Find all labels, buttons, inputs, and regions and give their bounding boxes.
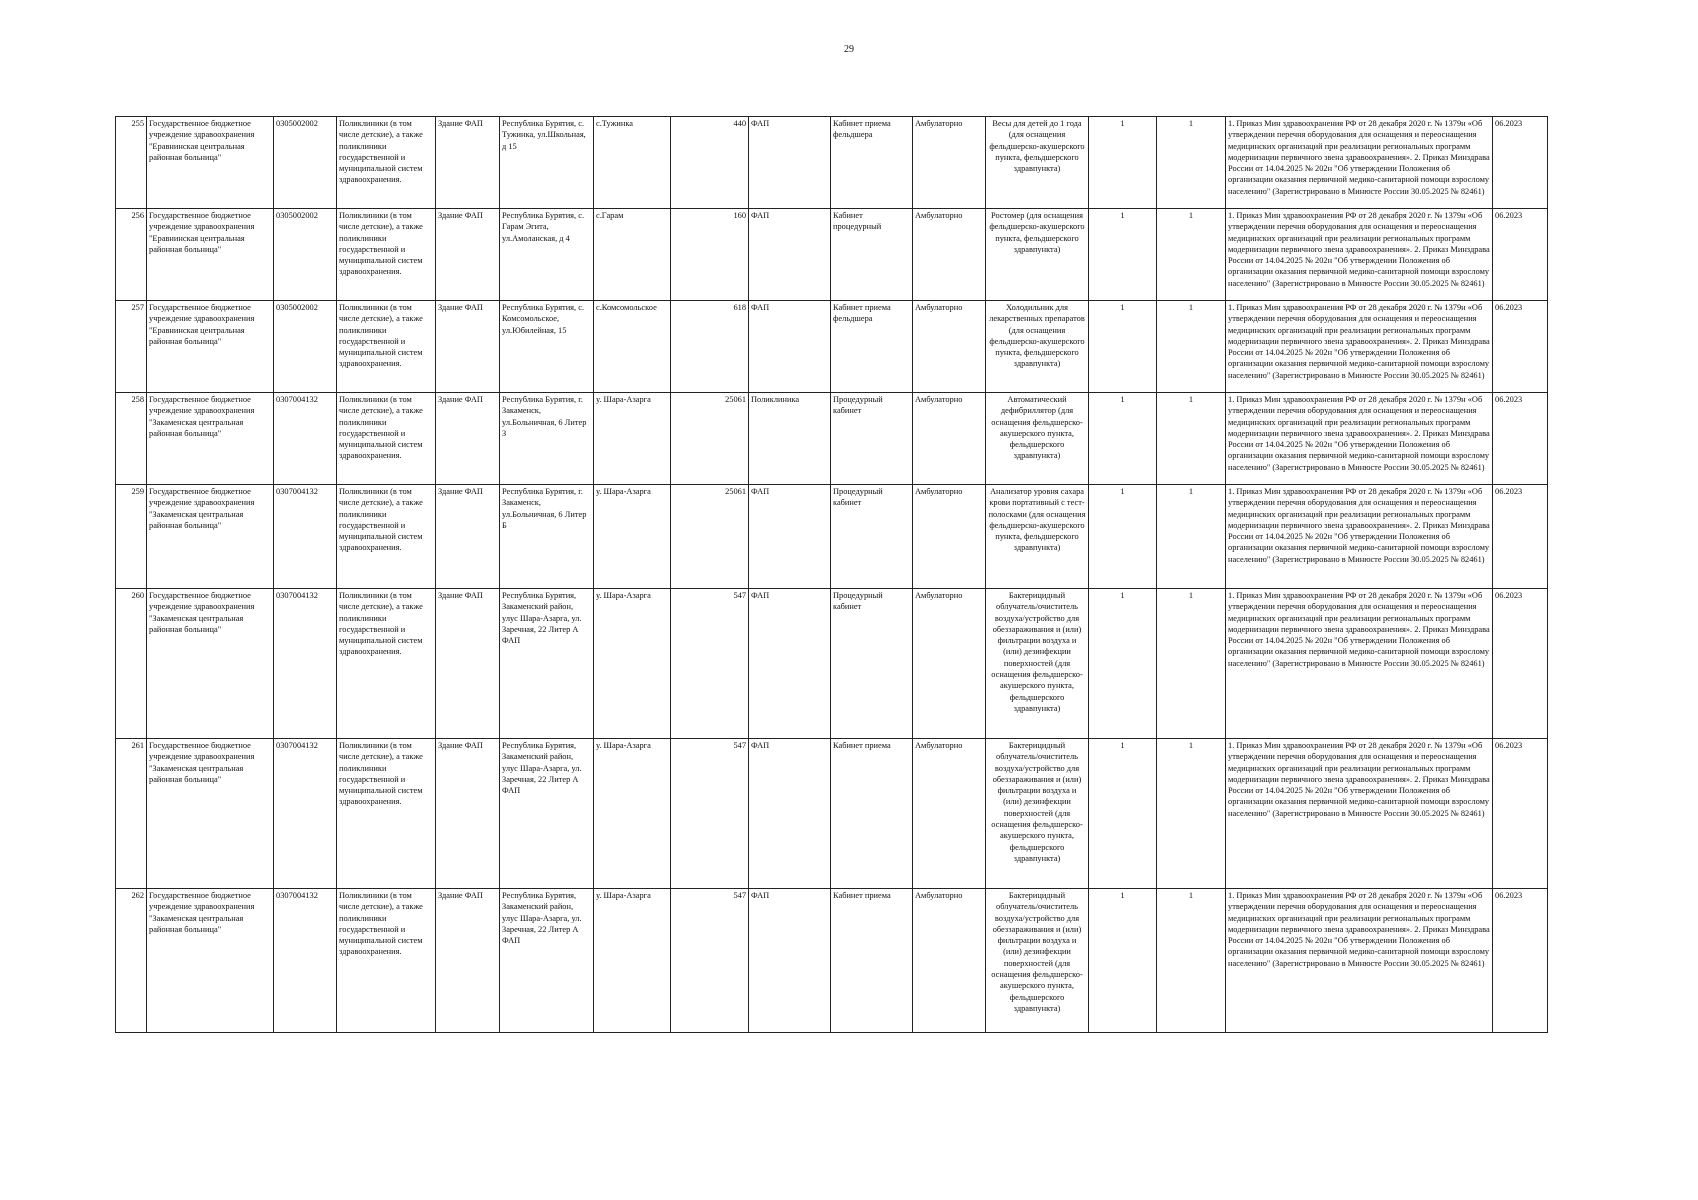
care-mode-cell: Амбулаторно — [913, 301, 986, 393]
table-row — [116, 739, 1548, 889]
quantity-required-cell: 1 — [1089, 889, 1157, 1033]
equipment-name-cell: Анализатор уровня сахара крови портативный с тест-полосками (для оснащения фельдшерско-акушерского пункта, фельдшерского здравпункта) — [986, 485, 1089, 589]
row-number-cell: 260 — [116, 589, 147, 739]
row-number-cell: 259 — [116, 485, 147, 589]
table-row — [116, 117, 1548, 209]
institution-name-cell: Государственное бюджетное учреждение здравоохранения "Закаменская центральная районная больница" — [147, 485, 274, 589]
quantity-required-cell: 1 — [1089, 485, 1157, 589]
quantity-required-cell: 1 — [1089, 393, 1157, 485]
population-cell: 618 — [671, 301, 749, 393]
equipment-name-cell: Бактерицидный облучатель/очиститель воздуха/устройство для обеззараживания и (или) фильтрации воздуха и (или) дезинфекции поверхностей (для оснащения фельдшерско-акушерского пункта, фельдшерского здравпункта) — [986, 739, 1089, 889]
population-cell: 547 — [671, 889, 749, 1033]
unit-type-cell: ФАП — [749, 889, 831, 1033]
population-cell: 547 — [671, 589, 749, 739]
address-cell: Республика Бурятия, г. Закаменск, ул.Больничная, 6 Литер З — [500, 393, 594, 485]
unit-type-cell: Поликлиника — [749, 393, 831, 485]
legal-basis-cell: 1. Приказ Мин здравоохранения РФ от 28 декабря 2020 г. № 1379н «Об утверждении перечня оборудования для оснащения и переоснащения медицинских организаций при реализации региональных программ модернизации первичного звена здравоохранения». 2. Приказ Минздрава России от 14.04.2025 № 202н "Об утверждении Положения об организации оказания первичной медико-санитарной помощи взрослому населению" (Зарегистрировано в Минюсте России 30.05.2025 № 82461) — [1226, 889, 1493, 1033]
institution-code-cell: 0305002002 — [274, 301, 337, 393]
unit-type-cell: ФАП — [749, 117, 831, 209]
room-name-cell: Процедурный кабинет — [831, 485, 913, 589]
quantity-planned-cell: 1 — [1157, 739, 1226, 889]
room-name-cell: Кабинет приема — [831, 889, 913, 1033]
date-cell: 06.2023 — [1493, 739, 1548, 889]
care-mode-cell: Амбулаторно — [913, 209, 986, 301]
address-cell: Республика Бурятия, Закаменский район, улус Шара-Азарга, ул. Заречная, 22 Литер А ФАП — [500, 739, 594, 889]
population-cell: 25061 — [671, 393, 749, 485]
building-name-cell: Здание ФАП — [436, 889, 500, 1033]
locality-cell: у. Шара-Азарга — [594, 485, 671, 589]
address-cell: Республика Бурятия, с. Комсомольское, ул.Юбилейная, 15 — [500, 301, 594, 393]
population-cell: 440 — [671, 117, 749, 209]
quantity-planned-cell: 1 — [1157, 393, 1226, 485]
unit-type-cell: ФАП — [749, 485, 831, 589]
quantity-planned-cell: 1 — [1157, 485, 1226, 589]
row-number-cell: 255 — [116, 117, 147, 209]
equipment-name-cell: Бактерицидный облучатель/очиститель воздуха/устройство для обеззараживания и (или) фильтрации воздуха и (или) дезинфекции поверхностей (для оснащения фельдшерско-акушерского пункта, фельдшерского здравпункта) — [986, 889, 1089, 1033]
date-cell: 06.2023 — [1493, 117, 1548, 209]
room-name-cell: Кабинет процедурный — [831, 209, 913, 301]
room-name-cell: Процедурный кабинет — [831, 589, 913, 739]
facility-type-cell: Поликлиники (в том числе детские), а также поликлиники государственной и муниципальной систем здравоохранения. — [337, 209, 436, 301]
facility-type-cell: Поликлиники (в том числе детские), а также поликлиники государственной и муниципальной систем здравоохранения. — [337, 889, 436, 1033]
building-name-cell: Здание ФАП — [436, 209, 500, 301]
institution-code-cell: 0307004132 — [274, 589, 337, 739]
locality-cell: у. Шара-Азарга — [594, 589, 671, 739]
table-row — [116, 393, 1548, 485]
row-number-cell: 261 — [116, 739, 147, 889]
population-cell: 160 — [671, 209, 749, 301]
population-cell: 25061 — [671, 485, 749, 589]
legal-basis-cell: 1. Приказ Мин здравоохранения РФ от 28 декабря 2020 г. № 1379н «Об утверждении перечня оборудования для оснащения и переоснащения медицинских организаций при реализации региональных программ модернизации первичного звена здравоохранения». 2. Приказ Минздрава России от 14.04.2025 № 202н "Об утверждении Положения об организации оказания первичной медико-санитарной помощи взрослому населению" (Зарегистрировано в Минюсте России 30.05.2025 № 82461) — [1226, 739, 1493, 889]
row-number-cell: 258 — [116, 393, 147, 485]
institution-code-cell: 0307004132 — [274, 889, 337, 1033]
date-cell: 06.2023 — [1493, 393, 1548, 485]
locality-cell: с.Тужинка — [594, 117, 671, 209]
address-cell: Республика Бурятия, Закаменский район, улус Шара-Азарга, ул. Заречная, 22 Литер А ФАП — [500, 589, 594, 739]
institution-code-cell: 0307004132 — [274, 485, 337, 589]
unit-type-cell: ФАП — [749, 301, 831, 393]
building-name-cell: Здание ФАП — [436, 117, 500, 209]
building-name-cell: Здание ФАП — [436, 393, 500, 485]
table-row — [116, 889, 1548, 1033]
care-mode-cell: Амбулаторно — [913, 117, 986, 209]
institution-name-cell: Государственное бюджетное учреждение здравоохранения "Закаменская центральная районная больница" — [147, 889, 274, 1033]
room-name-cell: Кабинет приема фельдшера — [831, 117, 913, 209]
legal-basis-cell: 1. Приказ Мин здравоохранения РФ от 28 декабря 2020 г. № 1379н «Об утверждении перечня оборудования для оснащения и переоснащения медицинских организаций при реализации региональных программ модернизации первичного звена здравоохранения». 2. Приказ Минздрава России от 14.04.2025 № 202н "Об утверждении Положения об организации оказания первичной медико-санитарной помощи взрослому населению" (Зарегистрировано в Минюсте России 30.05.2025 № 82461) — [1226, 589, 1493, 739]
institution-code-cell: 0307004132 — [274, 739, 337, 889]
locality-cell: у. Шара-Азарга — [594, 393, 671, 485]
care-mode-cell: Амбулаторно — [913, 889, 986, 1033]
equipment-registry-table — [115, 116, 1548, 1033]
facility-type-cell: Поликлиники (в том числе детские), а также поликлиники государственной и муниципальной систем здравоохранения. — [337, 393, 436, 485]
quantity-required-cell: 1 — [1089, 589, 1157, 739]
care-mode-cell: Амбулаторно — [913, 589, 986, 739]
building-name-cell: Здание ФАП — [436, 485, 500, 589]
quantity-required-cell: 1 — [1089, 209, 1157, 301]
date-cell: 06.2023 — [1493, 209, 1548, 301]
row-number-cell: 256 — [116, 209, 147, 301]
institution-name-cell: Государственное бюджетное учреждение здравоохранения "Еравнинская центральная районная больница" — [147, 209, 274, 301]
table-body — [116, 117, 1548, 1033]
legal-basis-cell: 1. Приказ Мин здравоохранения РФ от 28 декабря 2020 г. № 1379н «Об утверждении перечня оборудования для оснащения и переоснащения медицинских организаций при реализации региональных программ модернизации первичного звена здравоохранения». 2. Приказ Минздрава России от 14.04.2025 № 202н "Об утверждении Положения об организации оказания первичной медико-санитарной помощи взрослому населению" (Зарегистрировано в Минюсте России 30.05.2025 № 82461) — [1226, 393, 1493, 485]
address-cell: Республика Бурятия, с. Тужинка, ул.Школьная, д 15 — [500, 117, 594, 209]
unit-type-cell: ФАП — [749, 739, 831, 889]
facility-type-cell: Поликлиники (в том числе детские), а также поликлиники государственной и муниципальной систем здравоохранения. — [337, 589, 436, 739]
institution-name-cell: Государственное бюджетное учреждение здравоохранения "Еравнинская центральная районная больница" — [147, 301, 274, 393]
institution-name-cell: Государственное бюджетное учреждение здравоохранения "Закаменская центральная районная больница" — [147, 589, 274, 739]
table-row — [116, 209, 1548, 301]
quantity-required-cell: 1 — [1089, 739, 1157, 889]
care-mode-cell: Амбулаторно — [913, 393, 986, 485]
date-cell: 06.2023 — [1493, 485, 1548, 589]
locality-cell: у. Шара-Азарга — [594, 739, 671, 889]
legal-basis-cell: 1. Приказ Мин здравоохранения РФ от 28 декабря 2020 г. № 1379н «Об утверждении перечня оборудования для оснащения и переоснащения медицинских организаций при реализации региональных программ модернизации первичного звена здравоохранения». 2. Приказ Минздрава России от 14.04.2025 № 202н "Об утверждении Положения об организации оказания первичной медико-санитарной помощи взрослому населению" (Зарегистрировано в Минюсте России 30.05.2025 № 82461) — [1226, 209, 1493, 301]
quantity-planned-cell: 1 — [1157, 209, 1226, 301]
care-mode-cell: Амбулаторно — [913, 485, 986, 589]
equipment-name-cell: Автоматический дефибриллятор (для оснащения фельдшерско-акушерского пункта, фельдшерского здравпункта) — [986, 393, 1089, 485]
population-cell: 547 — [671, 739, 749, 889]
facility-type-cell: Поликлиники (в том числе детские), а также поликлиники государственной и муниципальной систем здравоохранения. — [337, 739, 436, 889]
institution-name-cell: Государственное бюджетное учреждение здравоохранения "Закаменская центральная районная больница" — [147, 739, 274, 889]
table-row — [116, 589, 1548, 739]
facility-type-cell: Поликлиники (в том числе детские), а также поликлиники государственной и муниципальной систем здравоохранения. — [337, 117, 436, 209]
row-number-cell: 262 — [116, 889, 147, 1033]
table-row — [116, 301, 1548, 393]
room-name-cell: Кабинет приема фельдшера — [831, 301, 913, 393]
institution-name-cell: Государственное бюджетное учреждение здравоохранения "Еравнинская центральная районная больница" — [147, 117, 274, 209]
institution-code-cell: 0305002002 — [274, 209, 337, 301]
quantity-required-cell: 1 — [1089, 301, 1157, 393]
quantity-planned-cell: 1 — [1157, 301, 1226, 393]
quantity-planned-cell: 1 — [1157, 889, 1226, 1033]
building-name-cell: Здание ФАП — [436, 301, 500, 393]
date-cell: 06.2023 — [1493, 589, 1548, 739]
equipment-name-cell: Ростомер (для оснащения фельдшерско-акушерского пункта, фельдшерского здравпункта) — [986, 209, 1089, 301]
locality-cell: с.Гарам — [594, 209, 671, 301]
room-name-cell: Кабинет приема — [831, 739, 913, 889]
facility-type-cell: Поликлиники (в том числе детские), а также поликлиники государственной и муниципальной систем здравоохранения. — [337, 485, 436, 589]
quantity-required-cell: 1 — [1089, 117, 1157, 209]
institution-name-cell: Государственное бюджетное учреждение здравоохранения "Закаменская центральная районная больница" — [147, 393, 274, 485]
institution-code-cell: 0305002002 — [274, 117, 337, 209]
legal-basis-cell: 1. Приказ Мин здравоохранения РФ от 28 декабря 2020 г. № 1379н «Об утверждении перечня оборудования для оснащения и переоснащения медицинских организаций при реализации региональных программ модернизации первичного звена здравоохранения». 2. Приказ Минздрава России от 14.04.2025 № 202н "Об утверждении Положения об организации оказания первичной медико-санитарной помощи взрослому населению" (Зарегистрировано в Минюсте России 30.05.2025 № 82461) — [1226, 301, 1493, 393]
room-name-cell: Процедурный кабинет — [831, 393, 913, 485]
institution-code-cell: 0307004132 — [274, 393, 337, 485]
locality-cell: у. Шара-Азарга — [594, 889, 671, 1033]
quantity-planned-cell: 1 — [1157, 589, 1226, 739]
address-cell: Республика Бурятия, Закаменский район, улус Шара-Азарга, ул. Заречная, 22 Литер А ФАП — [500, 889, 594, 1033]
date-cell: 06.2023 — [1493, 889, 1548, 1033]
legal-basis-cell: 1. Приказ Мин здравоохранения РФ от 28 декабря 2020 г. № 1379н «Об утверждении перечня оборудования для оснащения и переоснащения медицинских организаций при реализации региональных программ модернизации первичного звена здравоохранения». 2. Приказ Минздрава России от 14.04.2025 № 202н "Об утверждении Положения об организации оказания первичной медико-санитарной помощи взрослому населению" (Зарегистрировано в Минюсте России 30.05.2025 № 82461) — [1226, 117, 1493, 209]
building-name-cell: Здание ФАП — [436, 589, 500, 739]
address-cell: Республика Бурятия, г. Закаменск, ул.Больничная, 6 Литер Б — [500, 485, 594, 589]
page-number: 29 — [844, 44, 854, 55]
unit-type-cell: ФАП — [749, 589, 831, 739]
unit-type-cell: ФАП — [749, 209, 831, 301]
table-row — [116, 485, 1548, 589]
legal-basis-cell: 1. Приказ Мин здравоохранения РФ от 28 декабря 2020 г. № 1379н «Об утверждении перечня оборудования для оснащения и переоснащения медицинских организаций при реализации региональных программ модернизации первичного звена здравоохранения». 2. Приказ Минздрава России от 14.04.2025 № 202н "Об утверждении Положения об организации оказания первичной медико-санитарной помощи взрослому населению" (Зарегистрировано в Минюсте России 30.05.2025 № 82461) — [1226, 485, 1493, 589]
row-number-cell: 257 — [116, 301, 147, 393]
locality-cell: с.Комсомольское — [594, 301, 671, 393]
date-cell: 06.2023 — [1493, 301, 1548, 393]
building-name-cell: Здание ФАП — [436, 739, 500, 889]
care-mode-cell: Амбулаторно — [913, 739, 986, 889]
quantity-planned-cell: 1 — [1157, 117, 1226, 209]
equipment-name-cell: Холодильник для лекарственных препаратов (для оснащения фельдшерско-акушерского пункта, фельдшерского здравпункта) — [986, 301, 1089, 393]
address-cell: Республика Бурятия, с. Гарам Эгита, ул.Амоланская, д 4 — [500, 209, 594, 301]
equipment-name-cell: Весы для детей до 1 года (для оснащения фельдшерско-акушерского пункта, фельдшерского здравпункта) — [986, 117, 1089, 209]
facility-type-cell: Поликлиники (в том числе детские), а также поликлиники государственной и муниципальной систем здравоохранения. — [337, 301, 436, 393]
equipment-name-cell: Бактерицидный облучатель/очиститель воздуха/устройство для обеззараживания и (или) фильтрации воздуха и (или) дезинфекции поверхностей (для оснащения фельдшерско-акушерского пункта, фельдшерского здравпункта) — [986, 589, 1089, 739]
